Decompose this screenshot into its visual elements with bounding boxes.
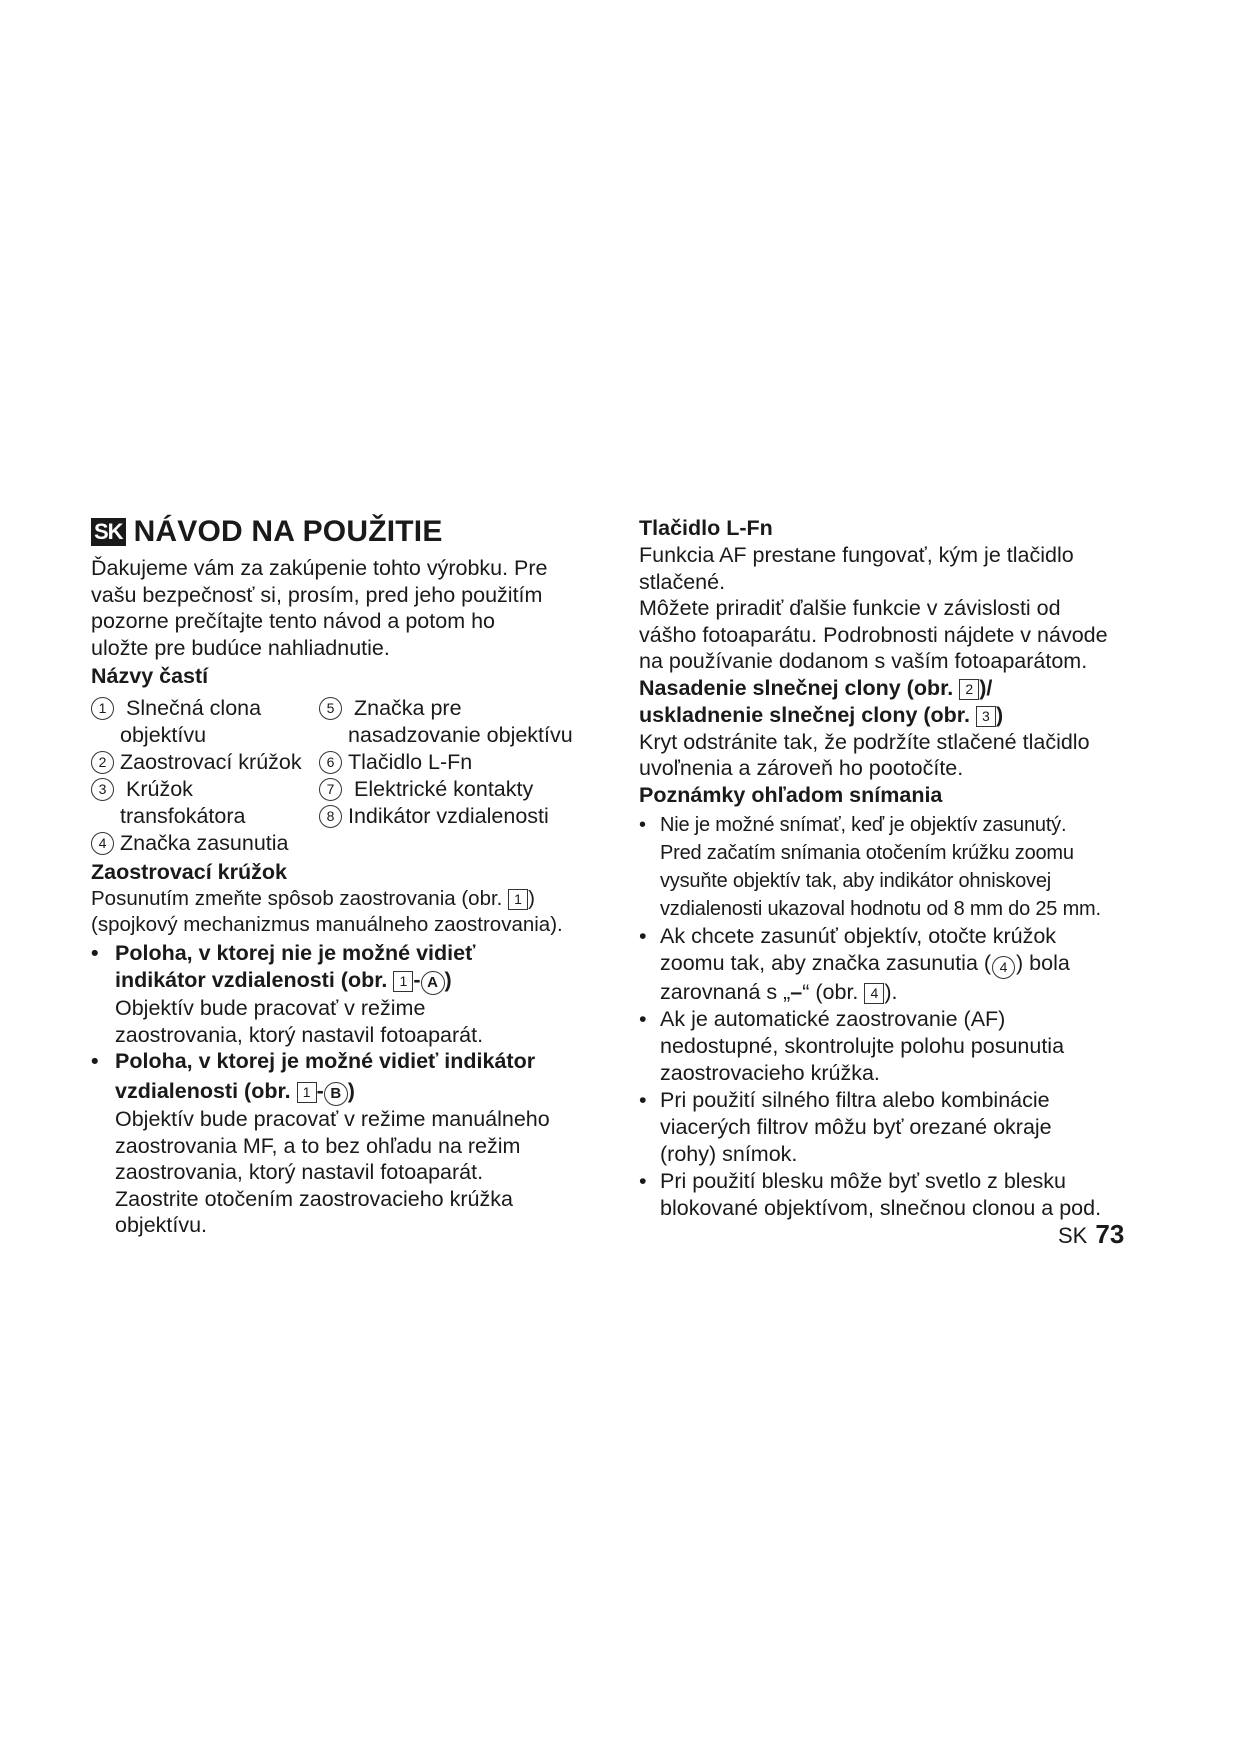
intro-paragraph bbox=[91, 555, 611, 661]
bullet: • bbox=[639, 813, 646, 836]
lfn-text: na používanie dodanom s vaším fotoaparátom. bbox=[639, 649, 1088, 673]
note-4 bbox=[639, 1087, 1159, 1168]
part-number: 4 bbox=[91, 832, 114, 855]
bullet: • bbox=[639, 1168, 647, 1193]
note-text: Pred začatím snímania otočením krúžku zoomu bbox=[660, 841, 1074, 864]
hood-text: Kryt odstránite tak, že podržíte stlačené tlačidlo bbox=[639, 729, 1090, 754]
note-text: nedostupné, skontrolujte polohu posunutia bbox=[660, 1033, 1065, 1058]
part-label: Elektrické kontakty bbox=[354, 777, 534, 801]
note-text: zaostrovacieho krúžka. bbox=[660, 1060, 880, 1085]
part-label: Značka zasunutia bbox=[120, 831, 289, 855]
note-text: viacerých filtrov môžu byť orezané okraje bbox=[660, 1114, 1052, 1139]
page-footer bbox=[1058, 1219, 1124, 1250]
part-4 bbox=[91, 830, 319, 857]
part-number: 2 bbox=[91, 751, 114, 774]
note-text: blokované objektívom, slnečnou clonou a pod. bbox=[660, 1195, 1102, 1220]
bullet-heading bbox=[115, 967, 483, 995]
text: indikátor vzdialenosti (obr. bbox=[115, 968, 394, 992]
bullet: • bbox=[91, 941, 99, 965]
part-label: transfokátora bbox=[120, 804, 246, 828]
bullet-text: Zaostrite otočením zaostrovacieho krúžka bbox=[115, 1186, 513, 1211]
focus-bullet-1 bbox=[91, 940, 611, 1048]
note-text: Nie je možné snímať, keď je objektív zasunutý. bbox=[660, 813, 1067, 836]
lfn-text: Môžete priradiť ďalšie funkcie v závislosti od bbox=[639, 596, 1061, 620]
text: ) bola bbox=[1016, 950, 1070, 975]
right-column bbox=[639, 515, 1159, 1222]
intro-line: uložte pre budúce nahliadnutie. bbox=[91, 635, 390, 660]
note-text: vysuňte objektív tak, aby indikátor ohniskovej bbox=[660, 869, 1052, 892]
position-letter: B bbox=[324, 1082, 348, 1106]
figure-ref: 4 bbox=[864, 983, 884, 1004]
note-text bbox=[660, 979, 1070, 1006]
text: - bbox=[316, 1079, 324, 1103]
hood-heading bbox=[639, 675, 1159, 702]
text: Posunutím zmeňte spôsob zaostrovania (obr. bbox=[91, 887, 509, 910]
part-1 bbox=[91, 695, 319, 749]
hood-text: uvoľnenia a zároveň ho pootočíte. bbox=[639, 756, 964, 780]
part-number: 1 bbox=[91, 697, 114, 720]
parts-list bbox=[91, 695, 611, 857]
text: Nasadenie slnečnej clony (obr. bbox=[639, 675, 960, 700]
bullet-heading bbox=[115, 1078, 550, 1106]
text: “ (obr. bbox=[802, 979, 865, 1004]
part-number: 7 bbox=[319, 778, 342, 801]
lfn-text: Funkcia AF prestane fungovať, kým je tlačidlo bbox=[639, 543, 1074, 567]
focus-ring-text: (spojkový mechanizmus manuálneho zaostrovania). bbox=[91, 912, 563, 936]
intro-line: vašu bezpečnosť si, prosím, pred jeho použitím bbox=[91, 582, 543, 607]
lfn-text: stlačené. bbox=[639, 569, 726, 594]
figure-ref: 1 bbox=[393, 971, 413, 992]
language-badge: SK bbox=[91, 518, 126, 546]
part-number: 3 bbox=[91, 778, 114, 801]
part-label: objektívu bbox=[120, 723, 207, 747]
text: zarovnaná s „ bbox=[660, 979, 791, 1004]
focus-ring-heading: Zaostrovací krúžok bbox=[91, 860, 287, 884]
lfn-heading: Tlačidlo L-Fn bbox=[639, 516, 773, 540]
lfn-text: vášho fotoaparátu. Podrobnosti nájdete v návode bbox=[639, 622, 1108, 647]
part-5 bbox=[319, 695, 611, 749]
part-number: 4 bbox=[992, 956, 1015, 979]
hood-heading bbox=[639, 702, 1159, 729]
bullet-text: zaostrovania, ktorý nastavil fotoaparát. bbox=[115, 1160, 484, 1184]
part-label: Slnečná clona bbox=[126, 696, 262, 720]
part-6 bbox=[319, 749, 611, 776]
bullet-text: zaostrovania MF, a to bez ohľadu na režim bbox=[115, 1133, 521, 1158]
note-text: (rohy) snímok. bbox=[660, 1141, 798, 1166]
part-8 bbox=[319, 803, 611, 830]
text: ) bbox=[528, 887, 535, 910]
text: uskladnenie slnečnej clony (obr. bbox=[639, 702, 976, 727]
bullet: • bbox=[639, 1006, 647, 1031]
part-7 bbox=[319, 776, 611, 803]
part-number: 5 bbox=[319, 697, 342, 720]
part-label: Značka pre bbox=[354, 696, 462, 720]
text: ). bbox=[884, 979, 898, 1004]
part-label: Tlačidlo L-Fn bbox=[348, 750, 473, 774]
note-text bbox=[660, 950, 1070, 979]
note-text: vzdialenosti ukazoval hodnotu od 8 mm do 25 mm. bbox=[660, 897, 1101, 920]
intro-line: Ďakujeme vám za zakúpenie tohto výrobku. Pre bbox=[91, 556, 548, 580]
note-text: Ak chcete zasunúť objektív, otočte krúžok bbox=[660, 923, 1057, 948]
bullet-heading: Poloha, v ktorej je možné vidieť indikátor bbox=[115, 1049, 536, 1073]
figure-ref: 1 bbox=[508, 889, 528, 910]
text: ) bbox=[347, 1079, 355, 1103]
text: )/ bbox=[979, 675, 993, 700]
bullet-text: Objektív bude pracovať v režime bbox=[115, 996, 426, 1020]
position-letter: A bbox=[421, 971, 445, 995]
part-2 bbox=[91, 749, 319, 776]
text: - bbox=[413, 968, 421, 992]
page-number: 73 bbox=[1095, 1219, 1125, 1249]
text: zoomu tak, aby značka zasunutia ( bbox=[660, 950, 992, 975]
bullet: • bbox=[91, 1049, 99, 1073]
parts-heading: Názvy častí bbox=[91, 664, 209, 688]
bullet-heading: Poloha, v ktorej nie je možné vidieť bbox=[115, 941, 476, 965]
footer-language: SK bbox=[1058, 1223, 1088, 1248]
note-3 bbox=[639, 1006, 1159, 1087]
bullet-text: objektívu. bbox=[115, 1213, 208, 1237]
bullet: • bbox=[639, 1087, 647, 1112]
text: ) bbox=[995, 702, 1004, 727]
figure-ref: 2 bbox=[959, 679, 979, 700]
part-3 bbox=[91, 776, 319, 830]
bullet-text: Objektív bude pracovať v režime manuálneho bbox=[115, 1107, 550, 1131]
bullet: • bbox=[639, 923, 647, 948]
intro-line: pozorne prečítajte tento návod a potom ho bbox=[91, 609, 495, 633]
title-text: NÁVOD NA POUŽITIE bbox=[133, 515, 443, 548]
part-label: Krúžok bbox=[126, 777, 193, 801]
retract-mark: – bbox=[790, 979, 803, 1004]
bullet-text: zaostrovania, ktorý nastavil fotoaparát. bbox=[115, 1022, 484, 1047]
text: vzdialenosti (obr. bbox=[115, 1079, 297, 1103]
part-label: Zaostrovací krúžok bbox=[120, 750, 302, 774]
note-text: Pri použití blesku môže byť svetlo z blesku bbox=[660, 1168, 1066, 1193]
part-number: 8 bbox=[319, 805, 342, 828]
left-column bbox=[91, 515, 611, 1239]
note-2 bbox=[639, 923, 1159, 1006]
part-label: Indikátor vzdialenosti bbox=[348, 804, 549, 828]
text: ) bbox=[444, 968, 452, 992]
page-title bbox=[91, 515, 611, 549]
part-label: nasadzovanie objektívu bbox=[348, 723, 573, 747]
note-5 bbox=[639, 1168, 1159, 1222]
focus-bullet-2 bbox=[91, 1048, 611, 1239]
part-7-8-group bbox=[319, 776, 611, 830]
note-1 bbox=[639, 811, 1159, 923]
figure-ref: 1 bbox=[297, 1082, 317, 1103]
note-text: Pri použití silného filtra alebo kombinácie bbox=[660, 1087, 1050, 1112]
figure-ref: 3 bbox=[976, 706, 996, 727]
focus-ring-text bbox=[91, 886, 611, 912]
note-text: Ak je automatické zaostrovanie (AF) bbox=[660, 1006, 1006, 1031]
part-number: 6 bbox=[319, 751, 342, 774]
notes-heading: Poznámky ohľadom snímania bbox=[639, 782, 943, 807]
